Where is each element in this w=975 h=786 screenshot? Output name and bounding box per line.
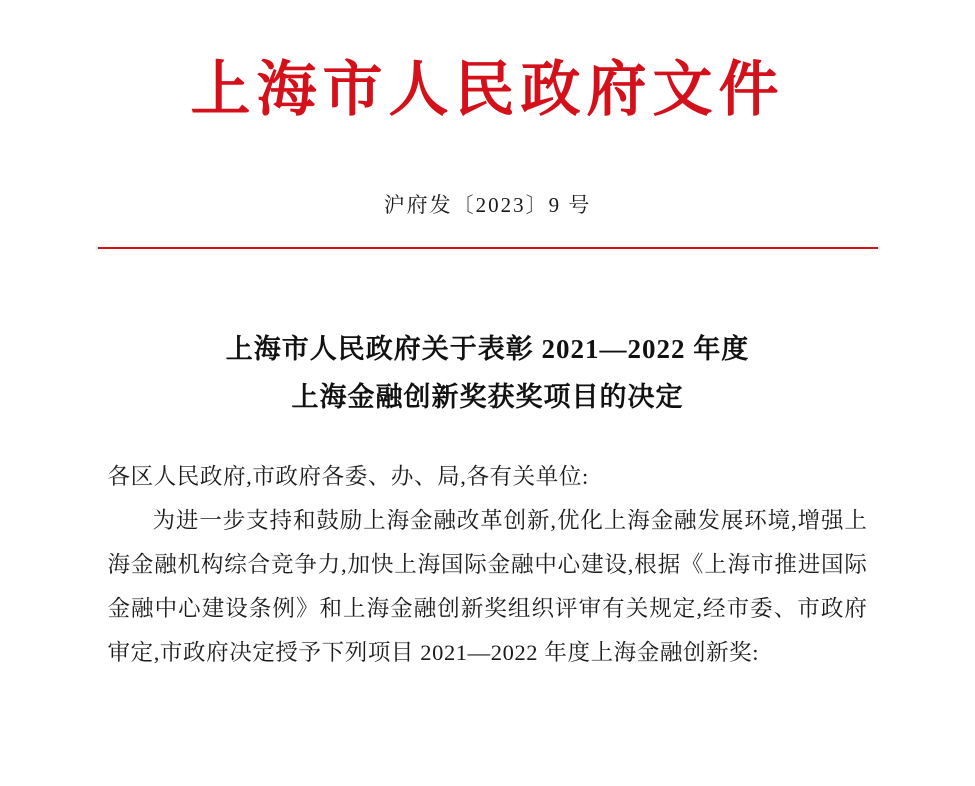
body-paragraph-1: 为进一步支持和鼓励上海金融改革创新,优化上海金融发展环境,增强上海金融机构综合竞争力,加快上海国际金融中心建设,根据《上海市推进国际金融中心建设条例》和上海金融创新奖组织评审有关规定,经市委、市政府审定,市政府决定授予下列项目 2021—2022 年度上海金融创新奖: [107,507,868,665]
document-number: 沪府发〔2023〕9 号 [383,193,592,217]
body-salutation: 各区人民政府,市政府各委、办、局,各有关单位: [107,464,589,490]
document-title-line-1: 上海市人民政府关于表彰 2021—2022 年度 [225,334,750,364]
masthead-title: 上海市人民政府文件 [190,57,785,123]
document-masthead [0,0,975,125]
document-body [108,455,868,674]
document-title-line-2: 上海金融创新奖获奖项目的决定 [291,382,684,413]
red-divider-rule [98,247,878,249]
document-title [108,325,868,421]
